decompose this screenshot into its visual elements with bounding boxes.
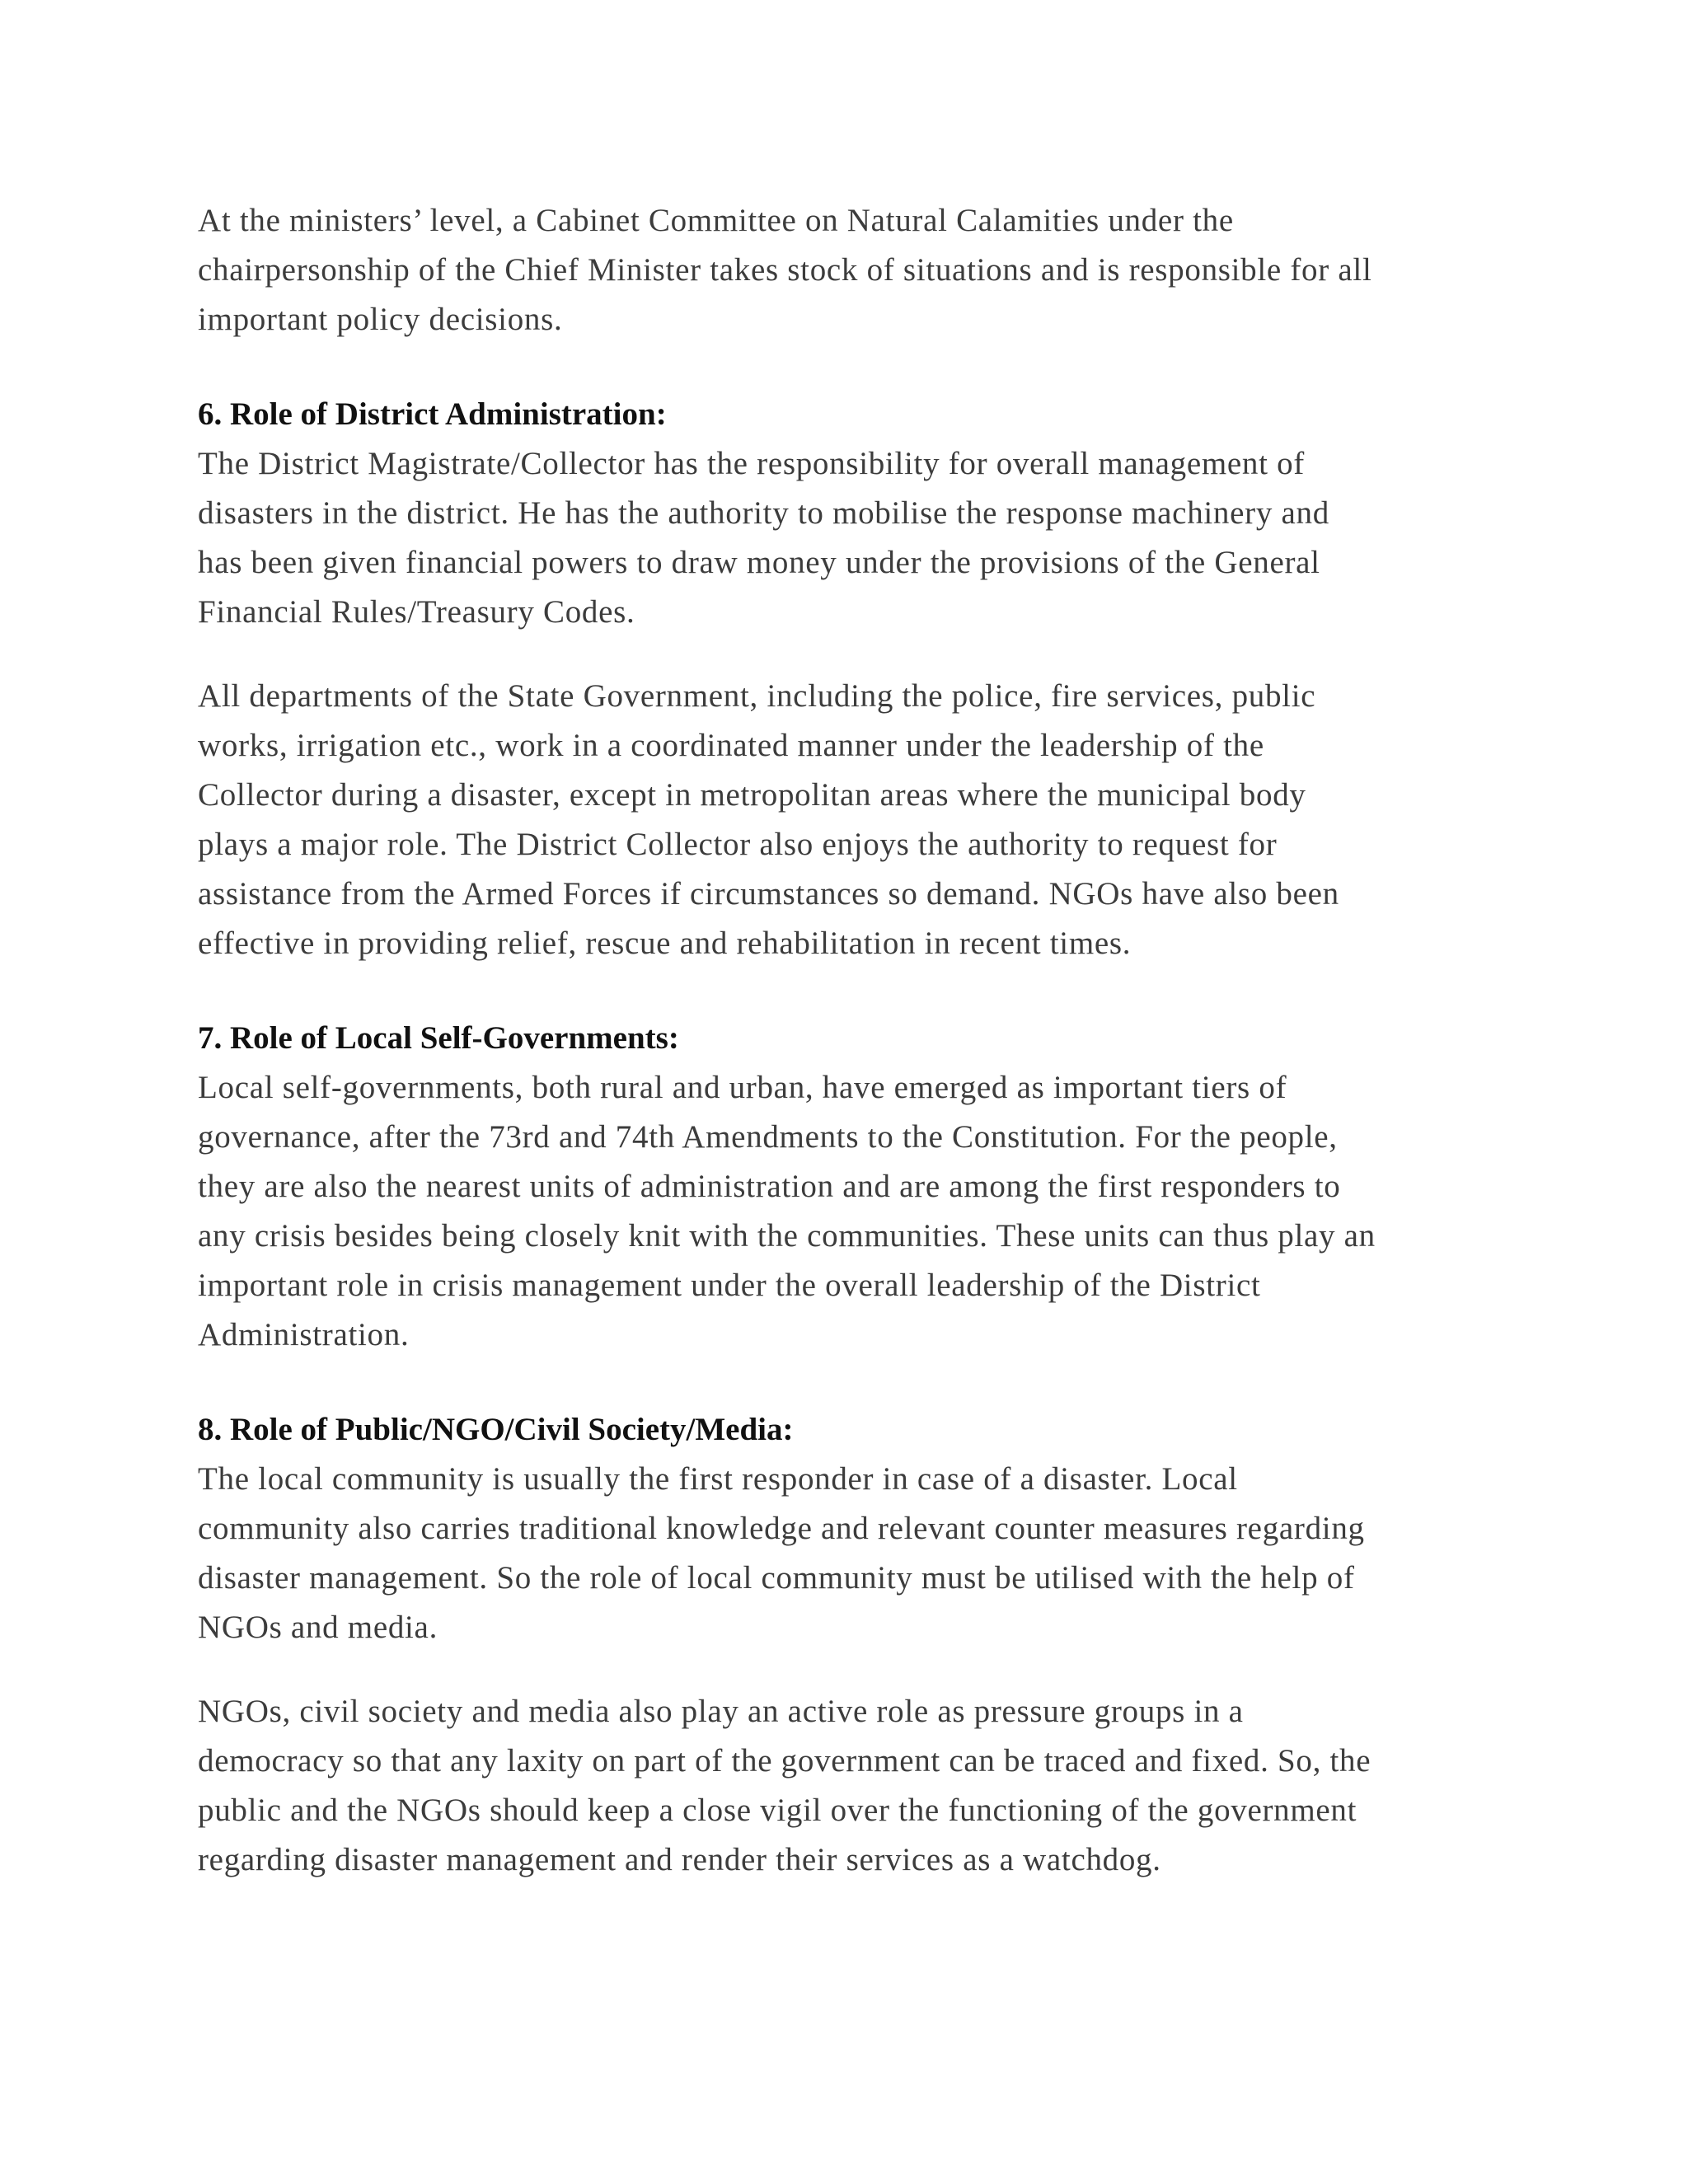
text-line: regarding disaster management and render their services as a watchdog. [198, 1842, 1161, 1877]
text-line: has been given financial powers to draw money under the provisions of the General [198, 545, 1320, 580]
text-line: important policy decisions. [198, 302, 563, 337]
section-heading-district-administration: 6. Role of District Administration: [198, 396, 667, 432]
text-line: At the ministers’ level, a Cabinet Committee on Natural Calamities under the [198, 203, 1234, 238]
text-line: Collector during a disaster, except in metropolitan areas where the municipal body [198, 777, 1306, 813]
text-line: important role in crisis management under the overall leadership of the District [198, 1268, 1261, 1303]
text-line: public and the NGOs should keep a close vigil over the functioning of the government [198, 1793, 1357, 1828]
document-body [198, 196, 1496, 1885]
section-paragraph [198, 1455, 1496, 1652]
section-paragraph [198, 1063, 1496, 1360]
intro-paragraph [198, 196, 1496, 344]
section-heading-local-self-governments: 7. Role of Local Self-Governments: [198, 1020, 679, 1056]
text-line: governance, after the 73rd and 74th Amendments to the Constitution. For the people, [198, 1119, 1338, 1155]
text-line: Administration. [198, 1317, 410, 1352]
text-line: NGOs, civil society and media also play an active role as pressure groups in a [198, 1694, 1244, 1729]
section-paragraph [198, 672, 1496, 968]
text-line: NGOs and media. [198, 1610, 438, 1645]
text-line: chairpersonship of the Chief Minister takes stock of situations and is responsible for all [198, 252, 1372, 288]
text-line: community also carries traditional knowledge and relevant counter measures regarding [198, 1511, 1365, 1546]
text-line: Local self-governments, both rural and urban, have emerged as important tiers of [198, 1070, 1287, 1105]
text-line: works, irrigation etc., work in a coordinated manner under the leadership of the [198, 728, 1264, 763]
text-line: assistance from the Armed Forces if circumstances so demand. NGOs have also been [198, 876, 1339, 912]
text-line: they are also the nearest units of administration and are among the first responders to [198, 1169, 1341, 1204]
section-paragraph [198, 1687, 1496, 1885]
text-line: The District Magistrate/Collector has the responsibility for overall management of [198, 446, 1305, 481]
text-line: disasters in the district. He has the authority to mobilise the response machinery and [198, 495, 1329, 531]
text-line: All departments of the State Government, including the police, fire services, public [198, 678, 1316, 714]
text-line: disaster management. So the role of local community must be utilised with the help of [198, 1560, 1355, 1596]
section-heading-public-ngo-civil-society-media: 8. Role of Public/NGO/Civil Society/Media: [198, 1412, 794, 1447]
text-line: any crisis besides being closely knit with the communities. These units can thus play an [198, 1218, 1376, 1254]
text-line: plays a major role. The District Collector also enjoys the authority to request for [198, 827, 1278, 862]
text-line: democracy so that any laxity on part of the government can be traced and fixed. So, the [198, 1743, 1372, 1779]
text-line: Financial Rules/Treasury Codes. [198, 594, 635, 630]
section-paragraph [198, 439, 1496, 637]
text-line: effective in providing relief, rescue and rehabilitation in recent times. [198, 926, 1132, 961]
text-line: The local community is usually the first responder in case of a disaster. Local [198, 1461, 1238, 1497]
